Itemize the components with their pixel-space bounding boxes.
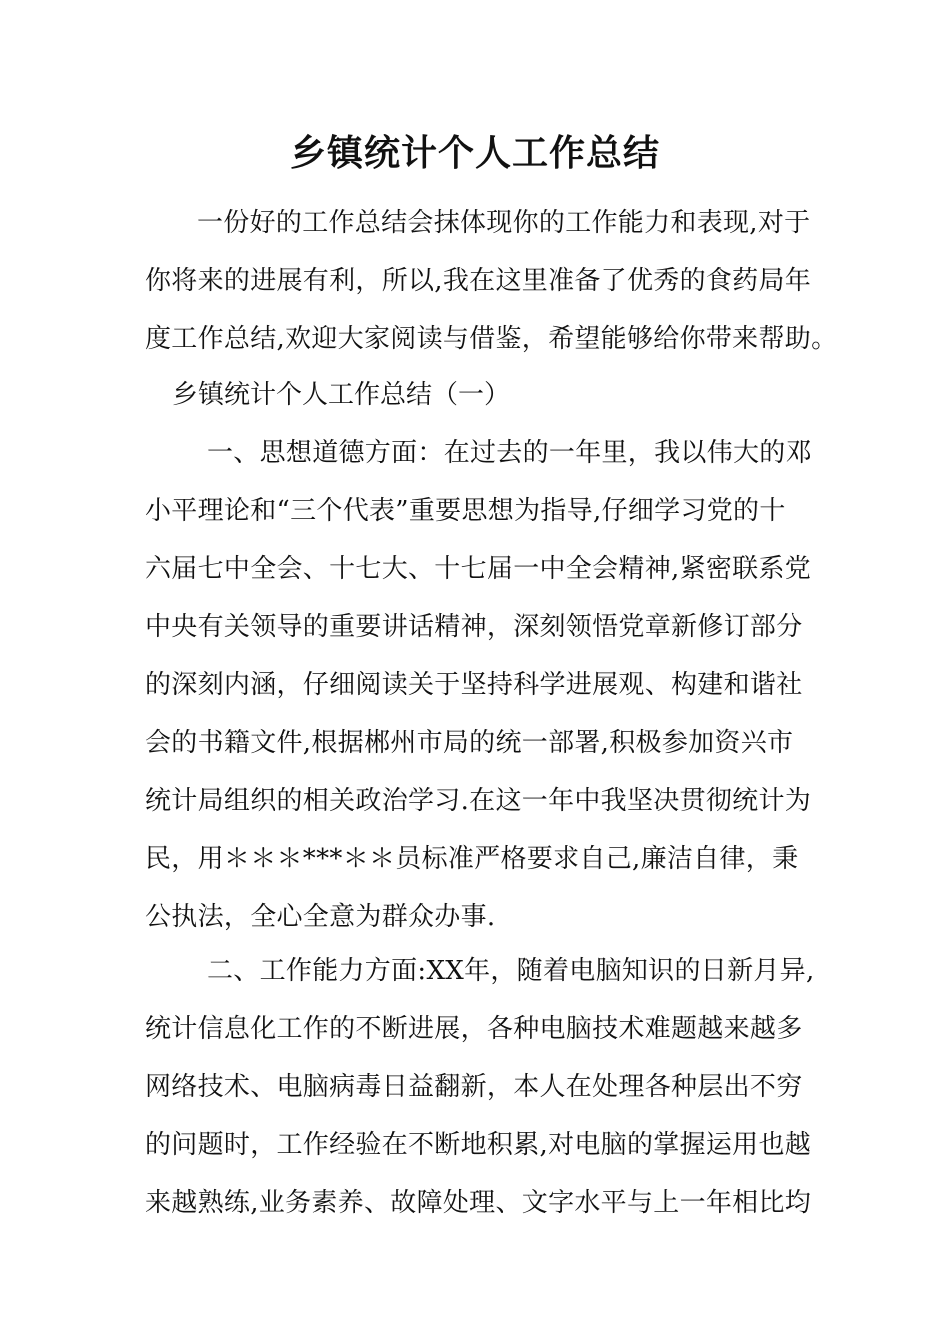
section-heading: 乡镇统计个人工作总结（一）: [172, 380, 511, 410]
intro-paragraph: [145, 194, 838, 368]
text-line: 统计局组织的相关政治学习.在这一年中我坚决贯彻统计为: [145, 786, 812, 816]
text-line: 网络技术、电脑病毒日益翻新，本人在处理各种层出不穷: [145, 1072, 803, 1102]
text-line: 一、思想道德方面：在过去的一年里，我以伟大的邓: [207, 438, 812, 468]
text-line: 你将来的进展有利，所以,我在这里准备了优秀的食药局年: [145, 266, 812, 296]
paragraph-work-ability: [145, 942, 815, 1232]
text-line: 的问题时，工作经验在不断地积累,对电脑的掌握运用也越: [145, 1130, 812, 1160]
text-line: 会的书籍文件,根据郴州市局的统一部署,积极参加资兴市: [145, 728, 794, 758]
text-line: 公执法，全心全意为群众办事.: [145, 902, 496, 932]
text-line: 二、工作能力方面:XX年，随着电脑知识的日新月异,: [207, 956, 815, 986]
document-title: 乡镇统计个人工作总结: [289, 132, 660, 174]
text-line: 中央有关领导的重要讲话精神，深刻领悟党章新修订部分: [145, 612, 803, 642]
text-line: 民，用＊＊＊***＊＊员标准严格要求自己,廉洁自律，秉: [145, 844, 799, 874]
paragraph-ideology: [145, 424, 810, 946]
text-line: 的深刻内涵，仔细阅读关于坚持科学进展观、构建和谐社: [145, 670, 803, 700]
text-line: 六届七中全会、十七大、十七届一中全会精神,紧密联系党: [145, 554, 812, 584]
text-line: 来越熟练,业务素养、故障处理、文字水平与上一年相比均: [145, 1188, 812, 1218]
text-line: 一份好的工作总结会抹体现你的工作能力和表现,对于: [197, 208, 811, 238]
text-line: 度工作总结,欢迎大家阅读与借鉴，希望能够给你带来帮助。: [145, 324, 838, 354]
text-line: 小平理论和“三个代表”重要思想为指导,仔细学习党的十: [145, 496, 786, 526]
text-line: 统计信息化工作的不断进展，各种电脑技术难题越来越多: [145, 1014, 803, 1044]
